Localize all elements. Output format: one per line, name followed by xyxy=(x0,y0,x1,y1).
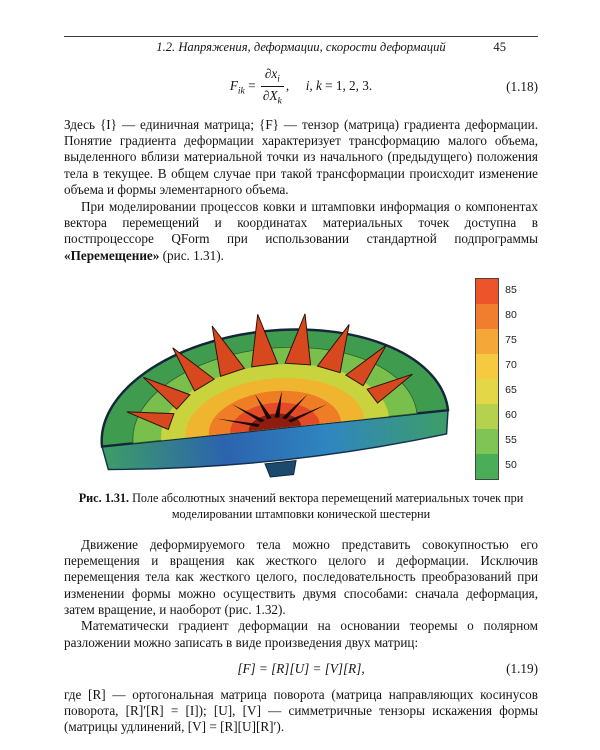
paragraph-2-text: При моделировании процессов ковки и штамповки информация о компонентах вектора перемещений и координатах материальных точек доступна в постпроцессоре QForm при использовании стандартной подпрограммы xyxy=(64,198,538,247)
eq118-fraction xyxy=(261,66,284,108)
colorbar-legend xyxy=(475,278,517,480)
colorbar-label: 80 xyxy=(505,309,517,322)
eq118-numerator-sub: i xyxy=(277,74,280,85)
equation-1-18 xyxy=(64,66,538,108)
eq118-lhs-sub: ik xyxy=(237,86,245,97)
colorbar-segment xyxy=(476,279,498,304)
colorbar-segment xyxy=(476,429,498,454)
colorbar-label: 50 xyxy=(505,459,517,472)
colorbar-segment xyxy=(476,404,498,429)
colorbar-label: 75 xyxy=(505,334,517,347)
colorbar-label: 55 xyxy=(505,434,517,447)
colorbar-label: 85 xyxy=(505,284,517,297)
eq118-comma: , xyxy=(285,77,290,93)
eq118-numerator: ∂x xyxy=(264,65,278,81)
eq119-body: [F] = [R][U] = [V][R], xyxy=(237,661,365,677)
colorbar-label: 65 xyxy=(505,384,517,397)
figure-caption xyxy=(75,491,527,523)
eq118-equals: = xyxy=(248,77,256,93)
colorbar-segment xyxy=(476,329,498,354)
colorbar-label: 70 xyxy=(505,359,517,372)
section-title: 1.2. Напряжения, деформации, скорости деформаций xyxy=(156,40,446,54)
colorbar-segment xyxy=(476,304,498,329)
equation-1-19 xyxy=(64,661,538,677)
paragraph-2-bold-term: «Перемещение» xyxy=(64,247,160,263)
colorbar-segment xyxy=(476,454,498,479)
eq118-index-vars: i, k xyxy=(305,77,322,93)
eq118-index-values: = 1, 2, 3. xyxy=(325,77,373,93)
eq118-number: (1.18) xyxy=(506,78,538,94)
eq118-lhs: F xyxy=(229,77,238,93)
figure-caption-label: Рис. 1.31. xyxy=(78,490,130,505)
colorbar-scale xyxy=(475,278,499,480)
figure-caption-text: Поле абсолютных значений вектора перемещений материальных точек при моделировании штамповки конической шестерни xyxy=(129,490,524,521)
colorbar-labels xyxy=(499,278,517,480)
eq118-denominator-sub: k xyxy=(277,96,282,107)
simulation-figure xyxy=(64,272,538,487)
paragraph-3: Движение деформируемого тела можно представить совокупностью его перемещения и вращения как жесткого целого и деформации. Исключив перемещения тела как жесткого целого, последовательность преобразований при изменении формы можно осуществить двумя способами: сначала деформация, затем вращение, и наоборот (рис. 1.32). xyxy=(64,536,538,618)
colorbar-label: 60 xyxy=(505,409,517,422)
eq119-number: (1.19) xyxy=(506,661,538,677)
paragraph-2-tail: (рис. 1.31). xyxy=(159,247,224,263)
colorbar-segment xyxy=(476,354,498,379)
colorbar-segment xyxy=(476,379,498,404)
page-number: 45 xyxy=(493,40,506,54)
paragraph-4: Математически градиент деформации на основании теоремы о полярном разложении можно записать в виде произведения двух матриц: xyxy=(64,618,538,650)
gear-simulation-image xyxy=(85,272,465,487)
running-head xyxy=(64,36,538,56)
paragraph-2 xyxy=(64,199,538,264)
paragraph-1: Здесь {I} — единичная матрица; {F} — тензор (матрица) градиента деформации. Понятие градиента деформации характеризует трансформацию малого объема, выделенного вблизи материальной точки из начального (предыдущего) положения тела в текущее. В общем случае при такой трансформации происходит изменение объема и формы элементарного объема. xyxy=(64,116,538,198)
eq118-denominator: ∂X xyxy=(262,88,278,104)
paragraph-5: где [R] — ортогональная матрица поворота (матрица направляющих косинусов поворота, [R]′[R] = [I]); [U], [V] — симметричные тензоры искажения формы (матрицы удлинений, [V] = [R][U][R]′). xyxy=(64,686,538,735)
